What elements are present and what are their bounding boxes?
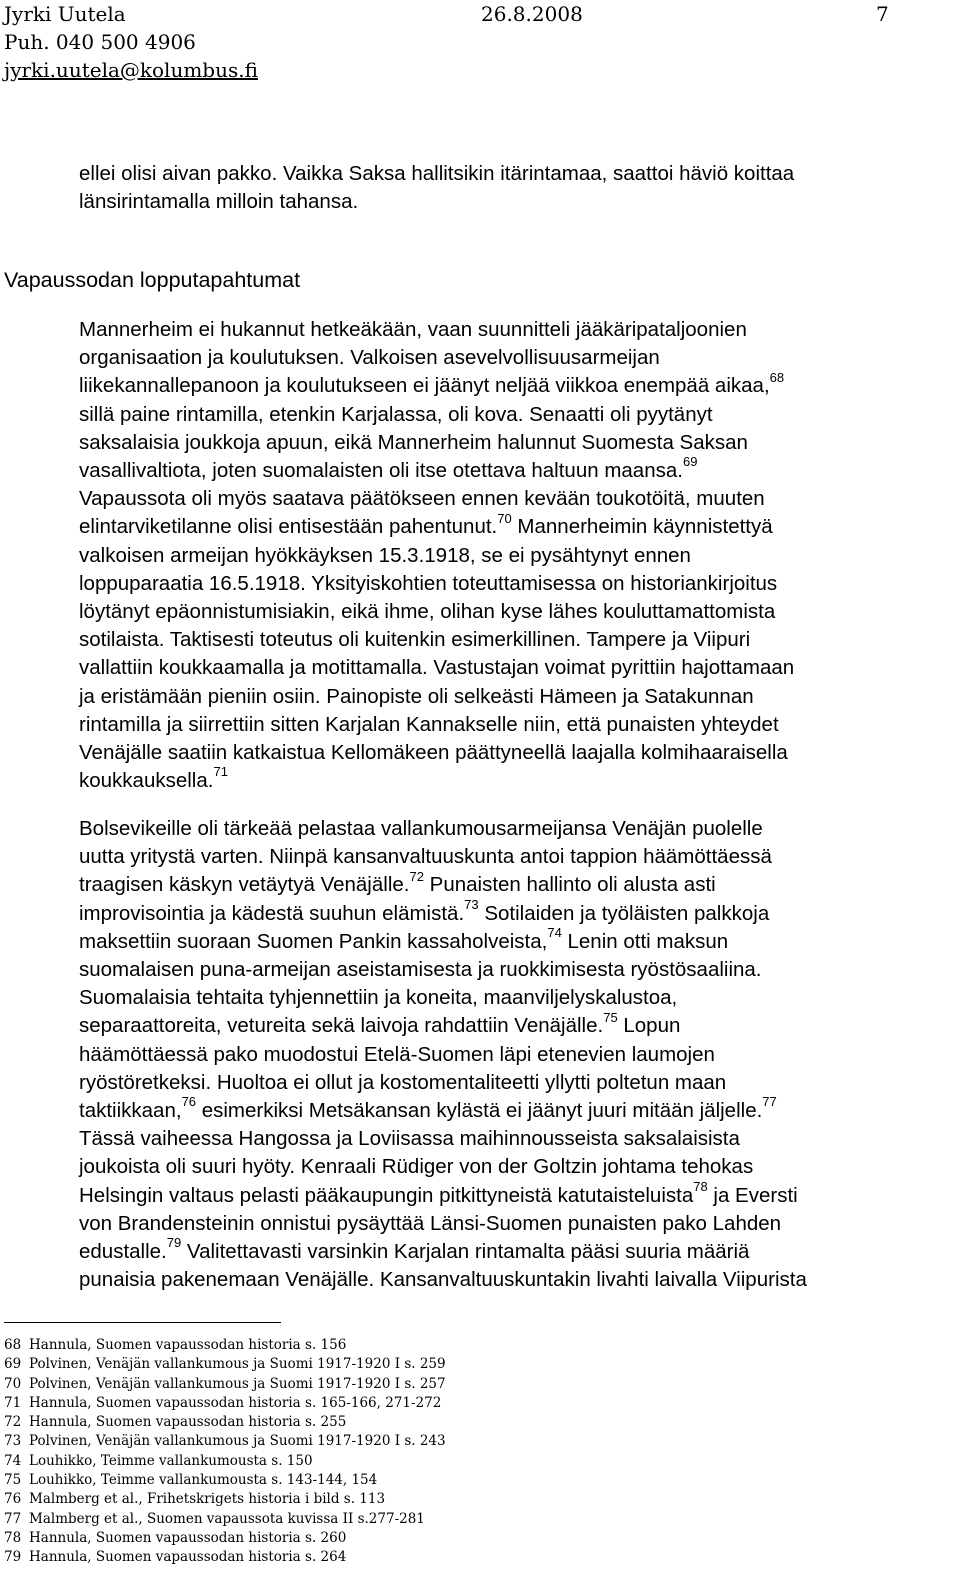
text-segment: taktiikkaan, bbox=[79, 1099, 182, 1123]
text-line bbox=[79, 868, 954, 899]
text-line: Venäjälle saatiin katkaistua Kellomäkeen päättyneellä laajalla kolmihaaraisella bbox=[79, 741, 788, 765]
footnote-ref[interactable]: 75 bbox=[603, 1009, 618, 1025]
text-segment: maksettiin suoraan Suomen Pankin kassaholveista, bbox=[79, 929, 548, 953]
footnote-number: 74 bbox=[4, 1452, 22, 1469]
text-line: organisaation ja koulutuksen. Valkoisen asevelvollisuusarmeijan bbox=[79, 346, 660, 370]
text-segment: ja Eversti bbox=[707, 1183, 798, 1207]
footnote-number: 70 bbox=[4, 1375, 22, 1392]
text-segment: Lopun bbox=[617, 1014, 681, 1038]
text-line: Mannerheim ei hukannut hetkeäkään, vaan suunnitteli jääkäripataljoonien bbox=[79, 318, 747, 341]
text-line bbox=[79, 1094, 954, 1125]
text-segment: Punaisten hallinto oli alusta asti bbox=[423, 873, 716, 897]
header-date: 26.8.2008 bbox=[481, 2, 583, 26]
text-line: ellei olisi aivan pakko. Vaikka Saksa hallitsikin itärintamaa, saattoi häviö koittaa bbox=[79, 162, 795, 185]
text-line bbox=[79, 369, 909, 400]
footnote-ref[interactable]: 74 bbox=[547, 924, 562, 940]
footnote-item bbox=[4, 1375, 446, 1394]
paragraph-bolsheviks bbox=[79, 815, 954, 1294]
text-line: uutta yritystä varten. Niinpä kansanvaltuuskunta antoi tappion häämöttäessä bbox=[79, 845, 772, 869]
text-segment: traagisen käskyn vetäytyä Venäjälle. bbox=[79, 873, 410, 897]
footnote-number: 68 bbox=[4, 1337, 22, 1353]
footnote-ref[interactable]: 71 bbox=[213, 764, 228, 780]
footnote-text: Hannula, Suomen vapaussodan historia s. 156 bbox=[29, 1337, 347, 1353]
text-line bbox=[79, 896, 954, 928]
footnote-item bbox=[4, 1529, 446, 1548]
text-line: Bolsevikeille oli tärkeää pelastaa vallankumousarmeijansa Venäjän puolelle bbox=[79, 817, 763, 840]
footnote-text: Hannula, Suomen vapaussodan historia s. 260 bbox=[29, 1529, 347, 1546]
footnote-item bbox=[4, 1471, 446, 1490]
text-line: länsirintamalla milloin tahansa. bbox=[79, 190, 359, 214]
header-email-link[interactable]: jyrki.uutela@kolumbus.fi bbox=[4, 58, 258, 82]
footnote-number: 75 bbox=[4, 1472, 22, 1489]
text-line bbox=[79, 510, 909, 541]
text-segment: Valitettavasti varsinkin Karjalan rintamalta pääsi suuria määriä bbox=[181, 1240, 750, 1264]
text-line: ja eristämään pieniin osiin. Painopiste oli selkeästi Hämeen ja Satakunnan bbox=[79, 684, 754, 708]
text-segment: Lenin otti maksun bbox=[561, 929, 729, 953]
footnote-ref[interactable]: 73 bbox=[464, 896, 479, 912]
text-segment: improvisointia ja kädestä suuhun elämistä. bbox=[79, 901, 465, 925]
footnote-item bbox=[4, 1355, 446, 1374]
footnote-text: Malmberg et al., Frihetskrigets historia i bild s. 113 bbox=[29, 1491, 386, 1508]
text-line: ryöstöretkeksi. Huoltoa ei ollut ja kostomentaliteetti yllytti poltetun maan bbox=[79, 1070, 727, 1094]
footnote-text: Polvinen, Venäjän vallankumous ja Suomi 1917-1920 I s. 259 bbox=[29, 1356, 446, 1373]
footnote-text: Polvinen, Venäjän vallankumous ja Suomi 1917-1920 I s. 243 bbox=[29, 1433, 446, 1450]
text-segment: elintarviketilanne olisi entisestään pahentunut. bbox=[79, 515, 498, 539]
text-segment: Helsingin valtaus pelasti pääkaupungin pitkittyneistä katutaisteluista bbox=[79, 1183, 694, 1207]
text-line: Suomalaisia tehtaita tyhjennettiin ja koneita, maanviljelyskalustoa, bbox=[79, 986, 678, 1010]
section-heading: Vapaussodan lopputapahtumat bbox=[4, 268, 301, 292]
text-line bbox=[79, 764, 909, 795]
header-phone: Puh. 040 500 4906 bbox=[4, 30, 196, 54]
footnote-text: Hannula, Suomen vapaussodan historia s. 165-166, 271-272 bbox=[29, 1394, 442, 1411]
footnote-list bbox=[4, 1336, 446, 1568]
text-line bbox=[79, 1235, 954, 1266]
page-number: 7 bbox=[876, 2, 889, 26]
footnote-ref[interactable]: 72 bbox=[409, 868, 424, 884]
text-segment: separaattoreita, vetureita sekä laivoja rahdattiin Venäjälle. bbox=[79, 1014, 604, 1038]
text-line: Vapaussota oli myös saatava päätökseen ennen kevään toukotöitä, muuten bbox=[79, 487, 765, 511]
footnote-item bbox=[4, 1394, 446, 1413]
text-line bbox=[79, 924, 954, 956]
footnote-number: 78 bbox=[4, 1529, 22, 1546]
text-line: sillä paine rintamilla, etenkin Karjalassa, oli kova. Senaatti oli pyytänyt bbox=[79, 402, 713, 426]
footnote-item bbox=[4, 1432, 446, 1451]
footnote-ref[interactable]: 76 bbox=[181, 1094, 197, 1110]
footnote-number: 71 bbox=[4, 1394, 22, 1411]
footnote-ref[interactable]: 77 bbox=[762, 1094, 777, 1110]
text-segment: edustalle. bbox=[79, 1240, 167, 1264]
footnote-item bbox=[4, 1510, 446, 1529]
text-line: löytänyt epäonnistumisiakin, eikä ihme, olihan kyse lähes kouluttamattomista bbox=[79, 600, 776, 624]
footnote-number: 76 bbox=[4, 1491, 22, 1508]
paragraph-campaign bbox=[79, 316, 909, 795]
footnote-text: Louhikko, Teimme vallankumousta s. 143-144, 154 bbox=[29, 1472, 378, 1489]
footnote-text: Polvinen, Venäjän vallankumous ja Suomi 1917-1920 I s. 257 bbox=[29, 1375, 446, 1392]
footnote-number: 79 bbox=[4, 1549, 22, 1566]
footnote-number: 72 bbox=[4, 1414, 22, 1431]
paragraph-continuation bbox=[79, 160, 959, 216]
text-segment: liikekannallepanoon ja koulutukseen ei jäänyt neljää viikkoa enempää aikaa, bbox=[79, 374, 770, 398]
text-line: joukoista oli suuri hyöty. Kenraali Rüdiger von der Goltzin johtama tehokas bbox=[79, 1155, 754, 1179]
text-line bbox=[79, 1178, 954, 1210]
footnote-item bbox=[4, 1490, 446, 1509]
text-segment: Sotilaiden ja työläisten palkkoja bbox=[478, 901, 770, 925]
page-header bbox=[4, 0, 889, 84]
footnote-ref[interactable]: 68 bbox=[769, 369, 785, 385]
footnote-item bbox=[4, 1336, 446, 1355]
footnote-text: Hannula, Suomen vapaussodan historia s. 264 bbox=[29, 1549, 347, 1566]
text-segment: Mannerheimin käynnistettyä bbox=[511, 515, 773, 539]
text-line bbox=[79, 454, 909, 485]
footnote-number: 69 bbox=[4, 1356, 22, 1373]
text-line: rintamilla ja siirrettiin sitten Karjalan Kannakselle niin, että punaisten yhteydet bbox=[79, 712, 779, 736]
text-line: sotilaista. Taktisesti toteutus oli kuitenkin esimerkillinen. Tampere ja Viipuri bbox=[79, 628, 751, 652]
footnote-item bbox=[4, 1413, 446, 1432]
text-segment: koukkauksella. bbox=[79, 769, 214, 793]
text-line: vallattiin koukkaamalla ja motittamalla. Vastustajan voimat pyrittiin hajottamaan bbox=[79, 656, 795, 680]
text-segment: esimerkiksi Metsäkansan kylästä ei jäänyt juuri mitään jäljelle. bbox=[196, 1099, 763, 1123]
text-line: Tässä vaiheessa Hangossa ja Loviisassa maihinnousseista saksalaisista bbox=[79, 1127, 740, 1151]
text-line: valkoisen armeijan hyökkäyksen 15.3.1918, se ei pysähtynyt ennen bbox=[79, 543, 691, 567]
text-line: suomalaisen puna-armeijan aseistamisesta ja ruokkimisesta ryöstösaaliina. bbox=[79, 958, 762, 982]
footnote-text: Hannula, Suomen vapaussodan historia s. 255 bbox=[29, 1414, 347, 1431]
footnote-ref[interactable]: 78 bbox=[693, 1178, 708, 1194]
text-line bbox=[79, 1009, 954, 1040]
footnote-item bbox=[4, 1452, 446, 1471]
text-line: häämöttäessä pako muodostui Etelä-Suomen läpi etenevien laumojen bbox=[79, 1042, 715, 1066]
text-line: von Brandensteinin onnistui pysäyttää Länsi-Suomen punaisten pako Lahden bbox=[79, 1211, 782, 1235]
footnote-text: Louhikko, Teimme vallankumousta s. 150 bbox=[29, 1452, 313, 1469]
text-segment: vasallivaltiota, joten suomalaisten oli itse otettava haltuun maansa. bbox=[79, 459, 683, 483]
footnote-text: Malmberg et al., Suomen vapaussota kuvissa II s.277-281 bbox=[29, 1510, 425, 1527]
footnote-ref[interactable]: 79 bbox=[166, 1235, 182, 1251]
footnote-ref[interactable]: 70 bbox=[497, 510, 512, 526]
footnote-number: 73 bbox=[4, 1433, 22, 1450]
header-author: Jyrki Uutela bbox=[4, 2, 126, 26]
footnote-item bbox=[4, 1548, 446, 1567]
footnote-separator bbox=[4, 1322, 281, 1323]
text-line: loppuparaatia 16.5.1918. Yksityiskohtien toteuttamisessa on historiankirjoitus bbox=[79, 571, 778, 595]
text-line: punaisia pakenemaan Venäjälle. Kansanvaltuuskuntakin livahti laivalla Viipurista bbox=[79, 1268, 807, 1292]
text-line: saksalaisia joukkoja apuun, eikä Mannerheim halunnut Suomesta Saksan bbox=[79, 430, 748, 454]
footnote-ref[interactable]: 69 bbox=[682, 454, 698, 470]
footnote-number: 77 bbox=[4, 1510, 22, 1527]
